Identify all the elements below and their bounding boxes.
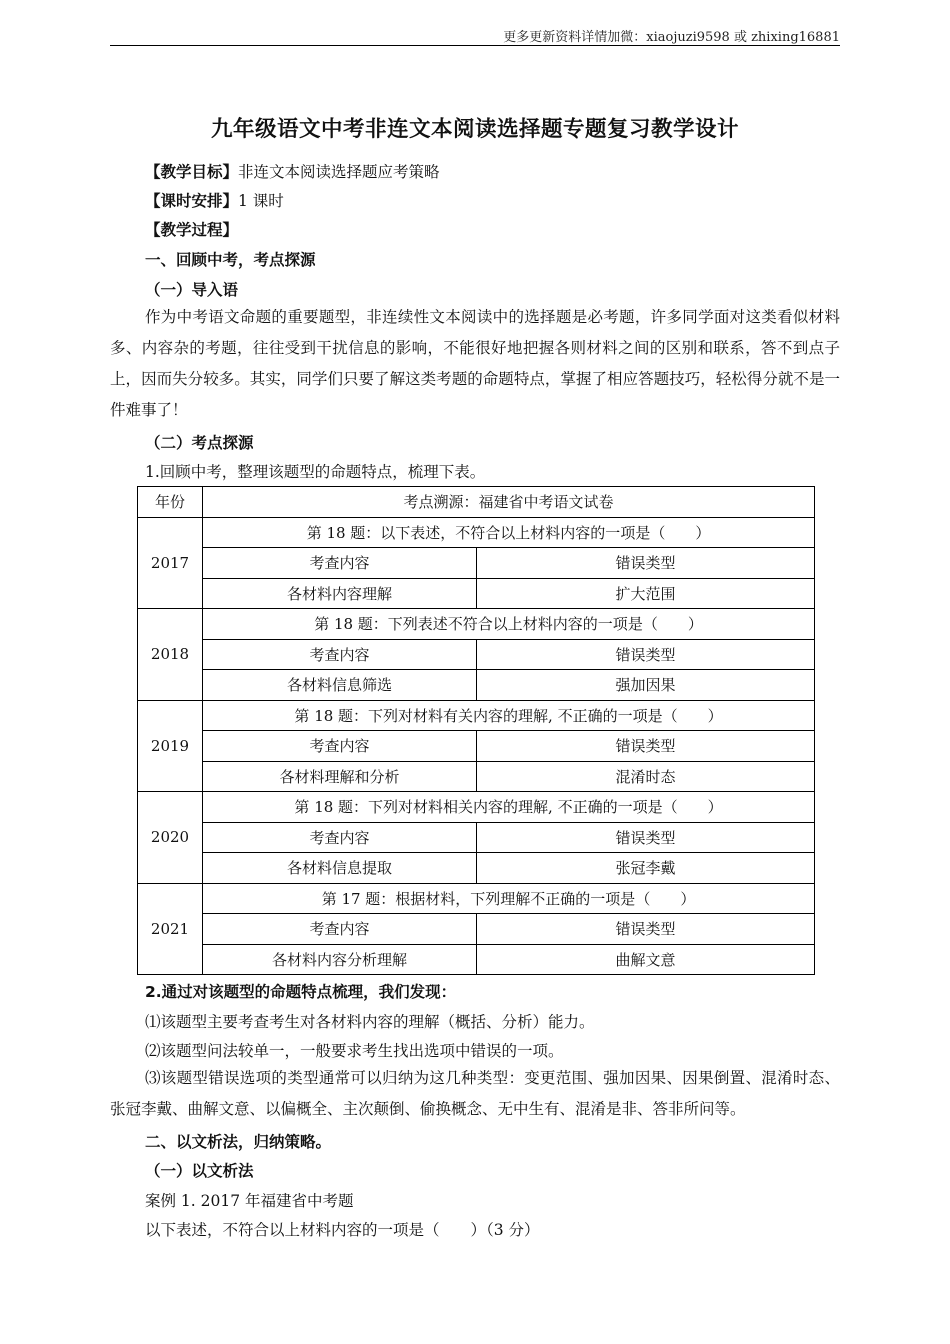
table-row <box>138 578 815 609</box>
table-row <box>138 822 815 853</box>
table-row <box>138 670 815 701</box>
year-cell: 2020 <box>138 792 203 884</box>
content-cell: 各材料理解和分析 <box>203 761 477 792</box>
content-header-cell: 考查内容 <box>203 548 477 579</box>
content-cell: 各材料信息筛选 <box>203 670 477 701</box>
table-row <box>138 883 815 914</box>
teaching-process-label: 【教学过程】 <box>145 221 239 239</box>
section2-heading: 二、以文析法，归纳策略。 <box>145 1133 332 1151</box>
content-cell: 各材料内容分析理解 <box>203 944 477 975</box>
question-cell: 第 17 题：根据材料，下列理解不正确的一项是（ ） <box>203 883 815 914</box>
question-cell: 第 18 题：下列表述不符合以上材料内容的一项是（ ） <box>203 609 815 640</box>
content-header-cell: 考查内容 <box>203 822 477 853</box>
finding-3: ⑶该题型错误选项的类型通常可以归纳为这几种类型：变更范围、强加因果、因果倒置、混淆时态、张冠李戴、曲解文意、以偏概全、主次颠倒、偷换概念、无中生有、混淆是非、答非所问等。 <box>110 1069 840 1118</box>
class-hours <box>145 189 875 211</box>
task1-text: 1.回顾中考，整理该题型的命题特点，梳理下表。 <box>145 463 486 481</box>
section1-sub2: （二）考点探源 <box>145 434 254 452</box>
question-cell: 第 18 题：下列对材料相关内容的理解, 不正确的一项是（ ） <box>203 792 815 823</box>
table-row <box>138 731 815 762</box>
finding-1: ⑴该题型主要考查考生对各材料内容的理解（概括、分析）能力。 <box>145 1013 595 1031</box>
year-cell: 2017 <box>138 517 203 609</box>
table-row <box>138 853 815 884</box>
section1-sub1: （一）导入语 <box>145 281 239 299</box>
year-cell: 2021 <box>138 883 203 975</box>
findings-heading: 2.通过对该题型的命题特点梳理，我们发现： <box>145 983 457 1001</box>
teaching-goal-label: 【教学目标】 <box>145 163 239 181</box>
content-header-cell: 考查内容 <box>203 914 477 945</box>
error-header-cell: 错误类型 <box>477 731 815 762</box>
table-row <box>138 944 815 975</box>
intro-paragraph: 作为中考语文命题的重要题型，非连续性文本阅读中的选择题是必考题，许多同学面对这类看似材料多、内容杂的考题，往往受到干扰信息的影响，不能很好地把握各则材料之间的区别和联系，答不到点子上，因而失分较多。其实，同学们只要了解这类考题的命题特点，掌握了相应答题技巧，轻松得分就不是一件难事了！ <box>110 308 840 419</box>
class-hours-label: 【课时安排】 <box>145 192 239 210</box>
error-cell: 扩大范围 <box>477 578 815 609</box>
section2-sub1: （一）以文析法 <box>145 1162 254 1180</box>
table-header-row <box>138 487 815 518</box>
content-header-cell: 考查内容 <box>203 639 477 670</box>
content-header-cell: 考查内容 <box>203 731 477 762</box>
error-cell: 强加因果 <box>477 670 815 701</box>
table-row <box>138 548 815 579</box>
error-cell: 张冠李戴 <box>477 853 815 884</box>
table-row <box>138 761 815 792</box>
table-row <box>138 914 815 945</box>
teaching-goal <box>145 160 875 182</box>
content-cell: 各材料信息提取 <box>203 853 477 884</box>
error-header-cell: 错误类型 <box>477 914 815 945</box>
error-header-cell: 错误类型 <box>477 822 815 853</box>
error-cell: 混淆时态 <box>477 761 815 792</box>
table-row <box>138 639 815 670</box>
page-title: 九年级语文中考非连文本阅读选择题专题复习教学设计 <box>210 117 739 142</box>
table-row <box>138 792 815 823</box>
case-title: 案例 1. 2017 年福建省中考题 <box>145 1192 354 1210</box>
header-contact-note: 更多更新资料详情加微：xiaojuzi9598 或 zhixing16881 <box>503 30 840 45</box>
teaching-goal-text: 非连文本阅读选择题应考策略 <box>238 163 440 181</box>
table-header-year: 年份 <box>138 487 203 518</box>
table-row <box>138 609 815 640</box>
exam-table <box>137 486 815 975</box>
question-cell: 第 18 题：下列对材料有关内容的理解, 不正确的一项是（ ） <box>203 700 815 731</box>
year-cell: 2019 <box>138 700 203 792</box>
error-cell: 曲解文意 <box>477 944 815 975</box>
year-cell: 2018 <box>138 609 203 701</box>
section1-heading: 一、回顾中考，考点探源 <box>145 251 316 269</box>
case-question: 以下表述，不符合以上材料内容的一项是（ ）（3 分） <box>145 1221 540 1239</box>
header-divider <box>110 45 840 46</box>
class-hours-text: 1 课时 <box>238 192 284 210</box>
question-cell: 第 18 题：以下表述，不符合以上材料内容的一项是（ ） <box>203 517 815 548</box>
finding-2: ⑵该题型问法较单一，一般要求考生找出选项中错误的一项。 <box>145 1042 564 1060</box>
table-row <box>138 700 815 731</box>
table-row <box>138 517 815 548</box>
error-header-cell: 错误类型 <box>477 639 815 670</box>
table-header-source: 考点溯源：福建省中考语文试卷 <box>203 487 815 518</box>
error-header-cell: 错误类型 <box>477 548 815 579</box>
content-cell: 各材料内容理解 <box>203 578 477 609</box>
